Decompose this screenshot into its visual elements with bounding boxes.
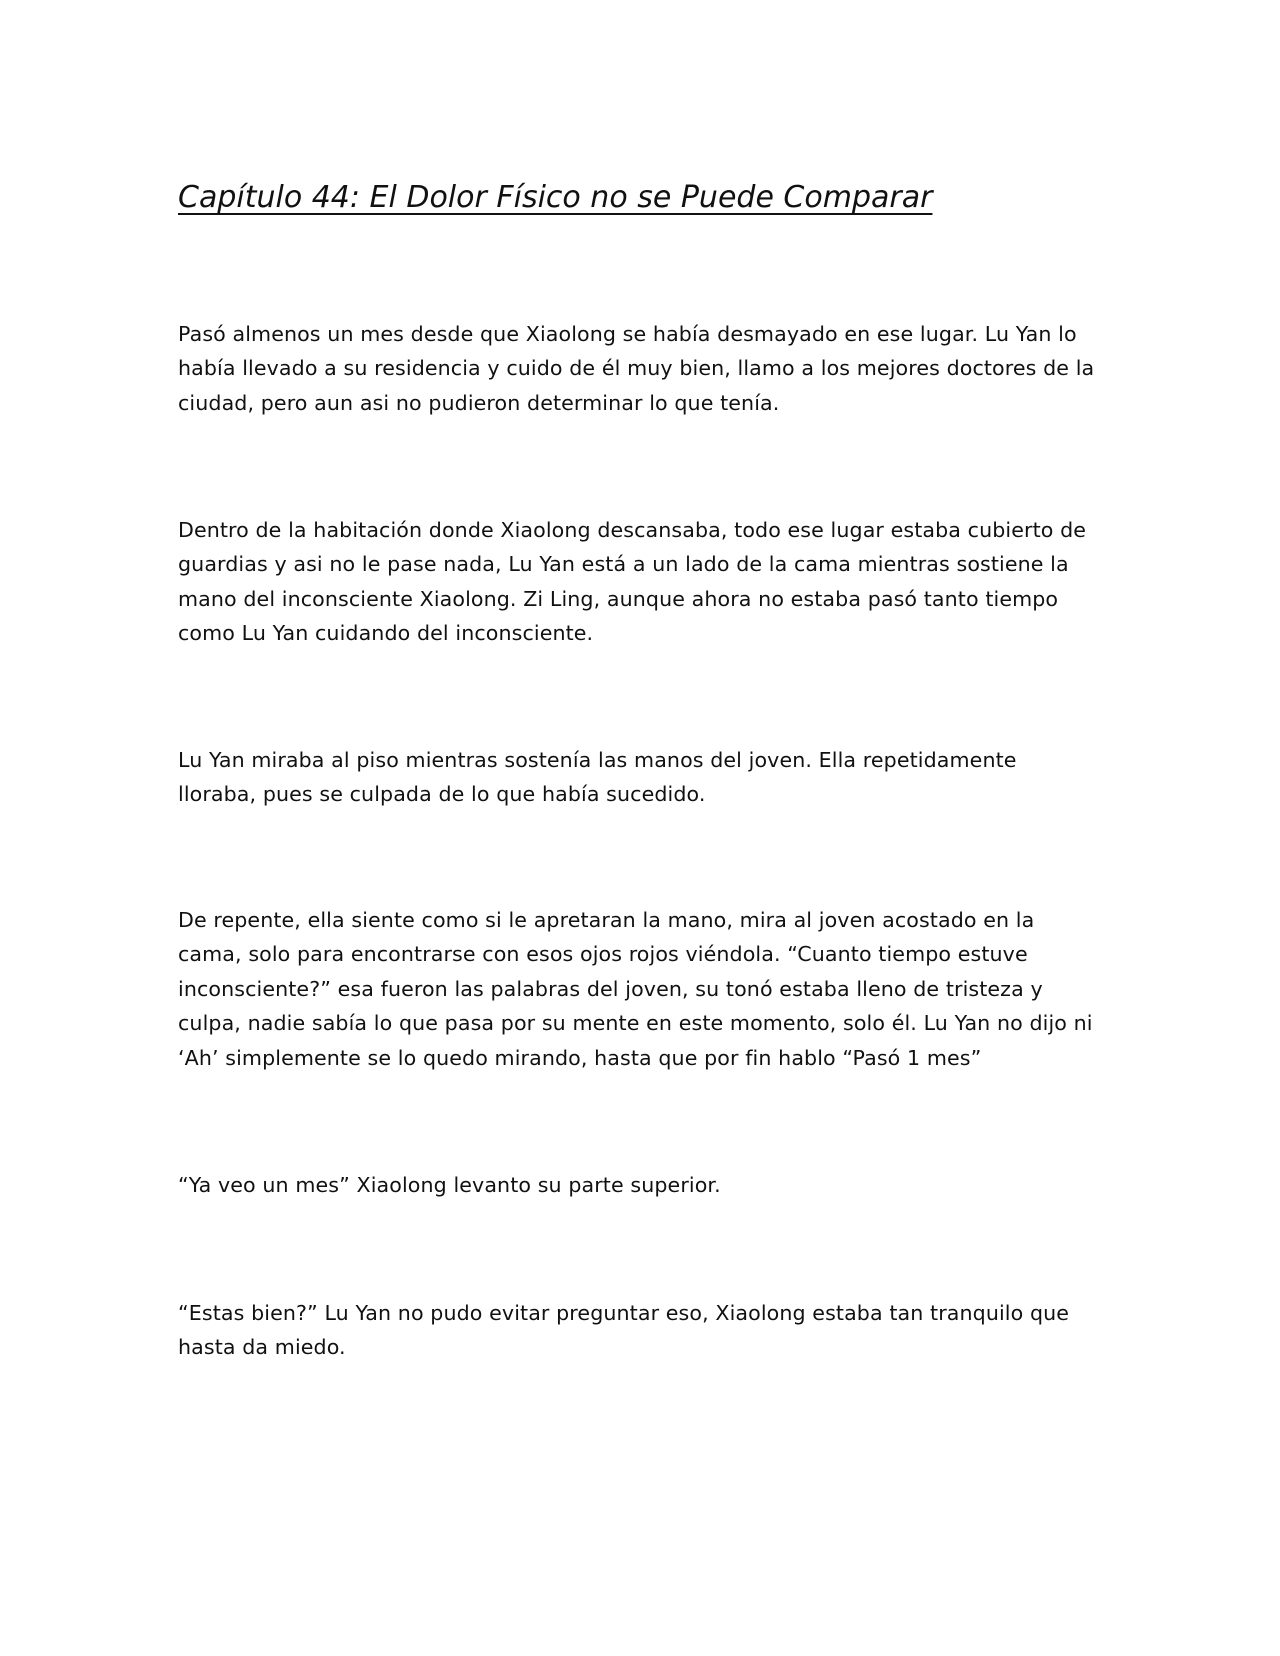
text-line: guardias y asi no le pase nada, Lu Yan está a un lado de la cama mientras sostiene la <box>178 552 1069 577</box>
text-line: había llevado a su residencia y cuido de él muy bien, llamo a los mejores doctores de la <box>178 356 1095 381</box>
chapter-title: Capítulo 44: El Dolor Físico no se Puede Comparar <box>178 180 933 215</box>
text-line: Lu Yan miraba al piso mientras sostenía las manos del joven. Ella repetidamente <box>178 748 1017 772</box>
text-line: ciudad, pero aun asi no pudieron determinar lo que tenía. <box>178 390 780 415</box>
paragraph <box>178 903 1098 1075</box>
paragraph <box>178 513 1098 651</box>
text-line: inconsciente?” esa fueron las palabras del joven, su tonó estaba lleno de tristeza y <box>178 976 1043 1001</box>
text-line: “Ya veo un mes” Xiaolong levanto su parte superior. <box>178 1173 721 1197</box>
text-line: Dentro de la habitación donde Xiaolong descansaba, todo ese lugar estaba cubierto de <box>178 518 1087 542</box>
text-line: ‘Ah’ simplemente se lo quedo mirando, hasta que por fin hablo “Pasó 1 mes” <box>178 1045 982 1070</box>
text-line: como Lu Yan cuidando del inconsciente. <box>178 621 594 646</box>
text-line: mano del inconsciente Xiaolong. Zi Ling, aunque ahora no estaba pasó tanto tiempo <box>178 586 1059 611</box>
text-line: De repente, ella siente como si le apretaran la mano, mira al joven acostado en la <box>178 908 1035 932</box>
paragraph <box>178 317 1098 420</box>
text-line: Pasó almenos un mes desde que Xiaolong se había desmayado en ese lugar. Lu Yan lo <box>178 322 1077 346</box>
paragraph <box>178 743 1098 812</box>
paragraph <box>178 1168 1098 1202</box>
text-line: hasta da miedo. <box>178 1335 346 1360</box>
paragraph <box>178 1296 1098 1365</box>
text-line: “Estas bien?” Lu Yan no pudo evitar preguntar eso, Xiaolong estaba tan tranquilo que <box>178 1301 1070 1325</box>
text-line: culpa, nadie sabía lo que pasa por su mente en este momento, solo él. Lu Yan no dijo ni <box>178 1011 1093 1036</box>
text-line: cama, solo para encontrarse con esos ojos rojos viéndola. “Cuanto tiempo estuve <box>178 942 1028 967</box>
text-line: lloraba, pues se culpada de lo que había sucedido. <box>178 782 706 807</box>
